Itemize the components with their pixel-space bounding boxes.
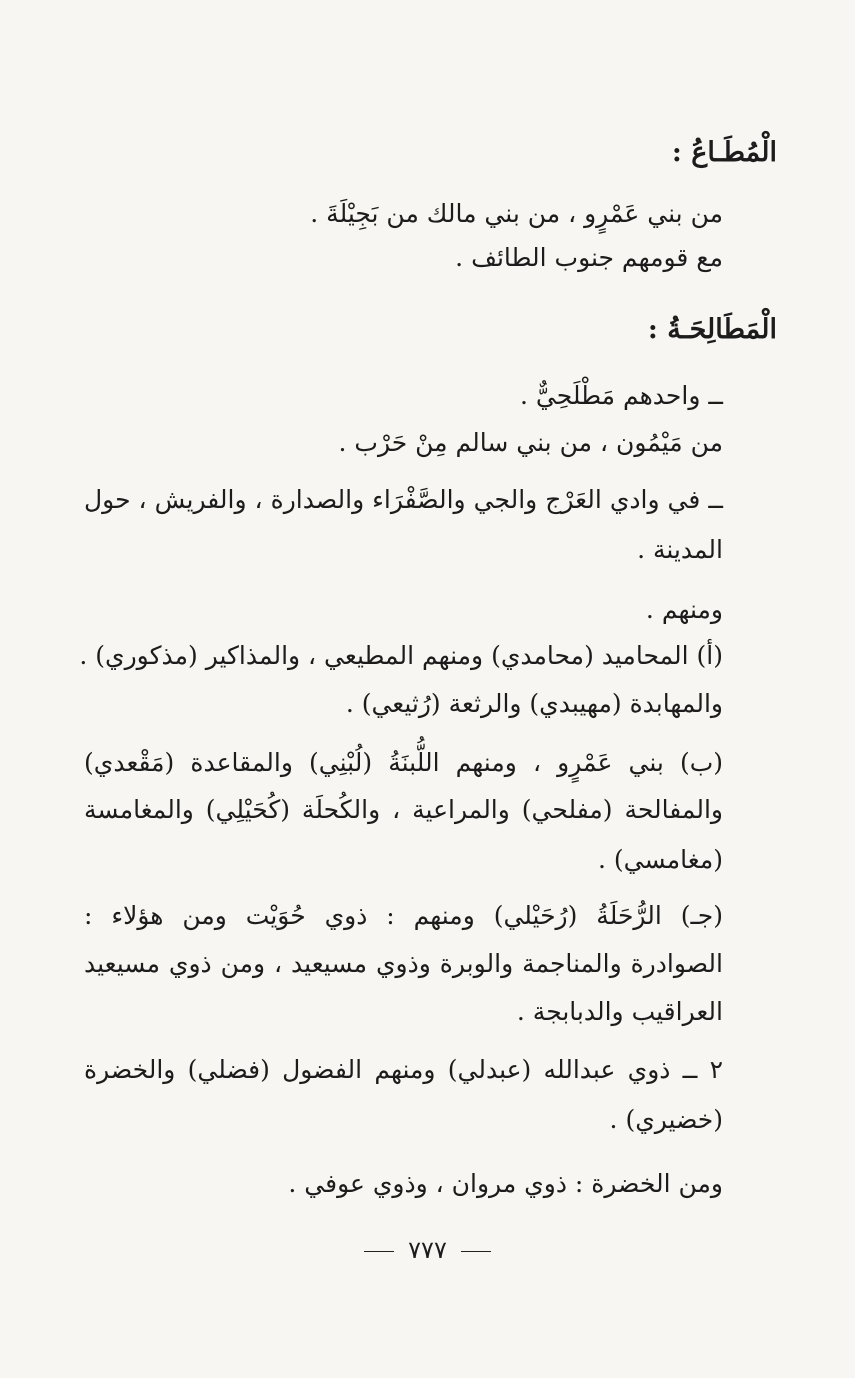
text-line: من بني عَمْرٍو ، من بني مالك من بَجِيْلَةَ . [310, 199, 723, 228]
text-line: ومن الخضرة : ذوي مروان ، وذوي عوفي . [288, 1169, 723, 1198]
text-line: ــ واحدهم مَطْلَحِيٌّ . [519, 381, 723, 410]
text-line: المدينة . [637, 535, 723, 564]
section-heading-mutaa: الْمُطَـاعُ : [671, 137, 777, 168]
text-line: (مغامسي) . [598, 845, 723, 874]
text-line: والمفالحة (مفلحي) والمراعية ، والكُحلَة (كُحَيْلِي) والمغامسة [84, 795, 723, 824]
dash-left [461, 1251, 491, 1252]
text-line: مع قومهم جنوب الطائف . [455, 243, 723, 272]
text-line: ٢ ــ ذوي عبدالله (عبدلي) ومنهم الفضول (فضلي) والخضرة [84, 1055, 723, 1084]
text-line: الصوادرة والمناجمة والوبرة وذوي مسيعيد ، ومن ذوي مسيعيد [84, 949, 723, 978]
section-heading-matalha: الْمَطَالِحَـةُ : [647, 314, 777, 345]
page-number-value: ٧٧٧ [408, 1236, 447, 1264]
text-line: (جـ) الرُّحَلَةُ (رُحَيْلي) ومنهم : ذوي حُوَيْت ومن هؤلاء : [84, 901, 723, 930]
text-line: من مَيْمُون ، من بني سالم مِنْ حَرْب . [338, 428, 723, 457]
text-line: (ب) بني عَمْرٍو ، ومنهم اللُّبنَةُ (لُبْنِي) والمقاعدة (مَقْعدي) [84, 748, 723, 777]
text-line: ــ في وادي العَرْج والجي والصَّفْرَاء والصدارة ، والفريش ، حول [84, 485, 723, 514]
text-line: ومنهم . [645, 595, 723, 624]
text-line: والمهابدة (مهيبدي) والرثعة (رُثيعي) . [345, 689, 723, 718]
text-line: (أ) المحاميد (محامدي) ومنهم المطيعي ، والمذاكير (مذكوري) . [79, 641, 723, 670]
text-line: (خضيري) . [609, 1105, 723, 1134]
text-line: العراقيب والدبابجة . [516, 997, 723, 1026]
dash-right [364, 1251, 394, 1252]
page-number [0, 1236, 855, 1264]
